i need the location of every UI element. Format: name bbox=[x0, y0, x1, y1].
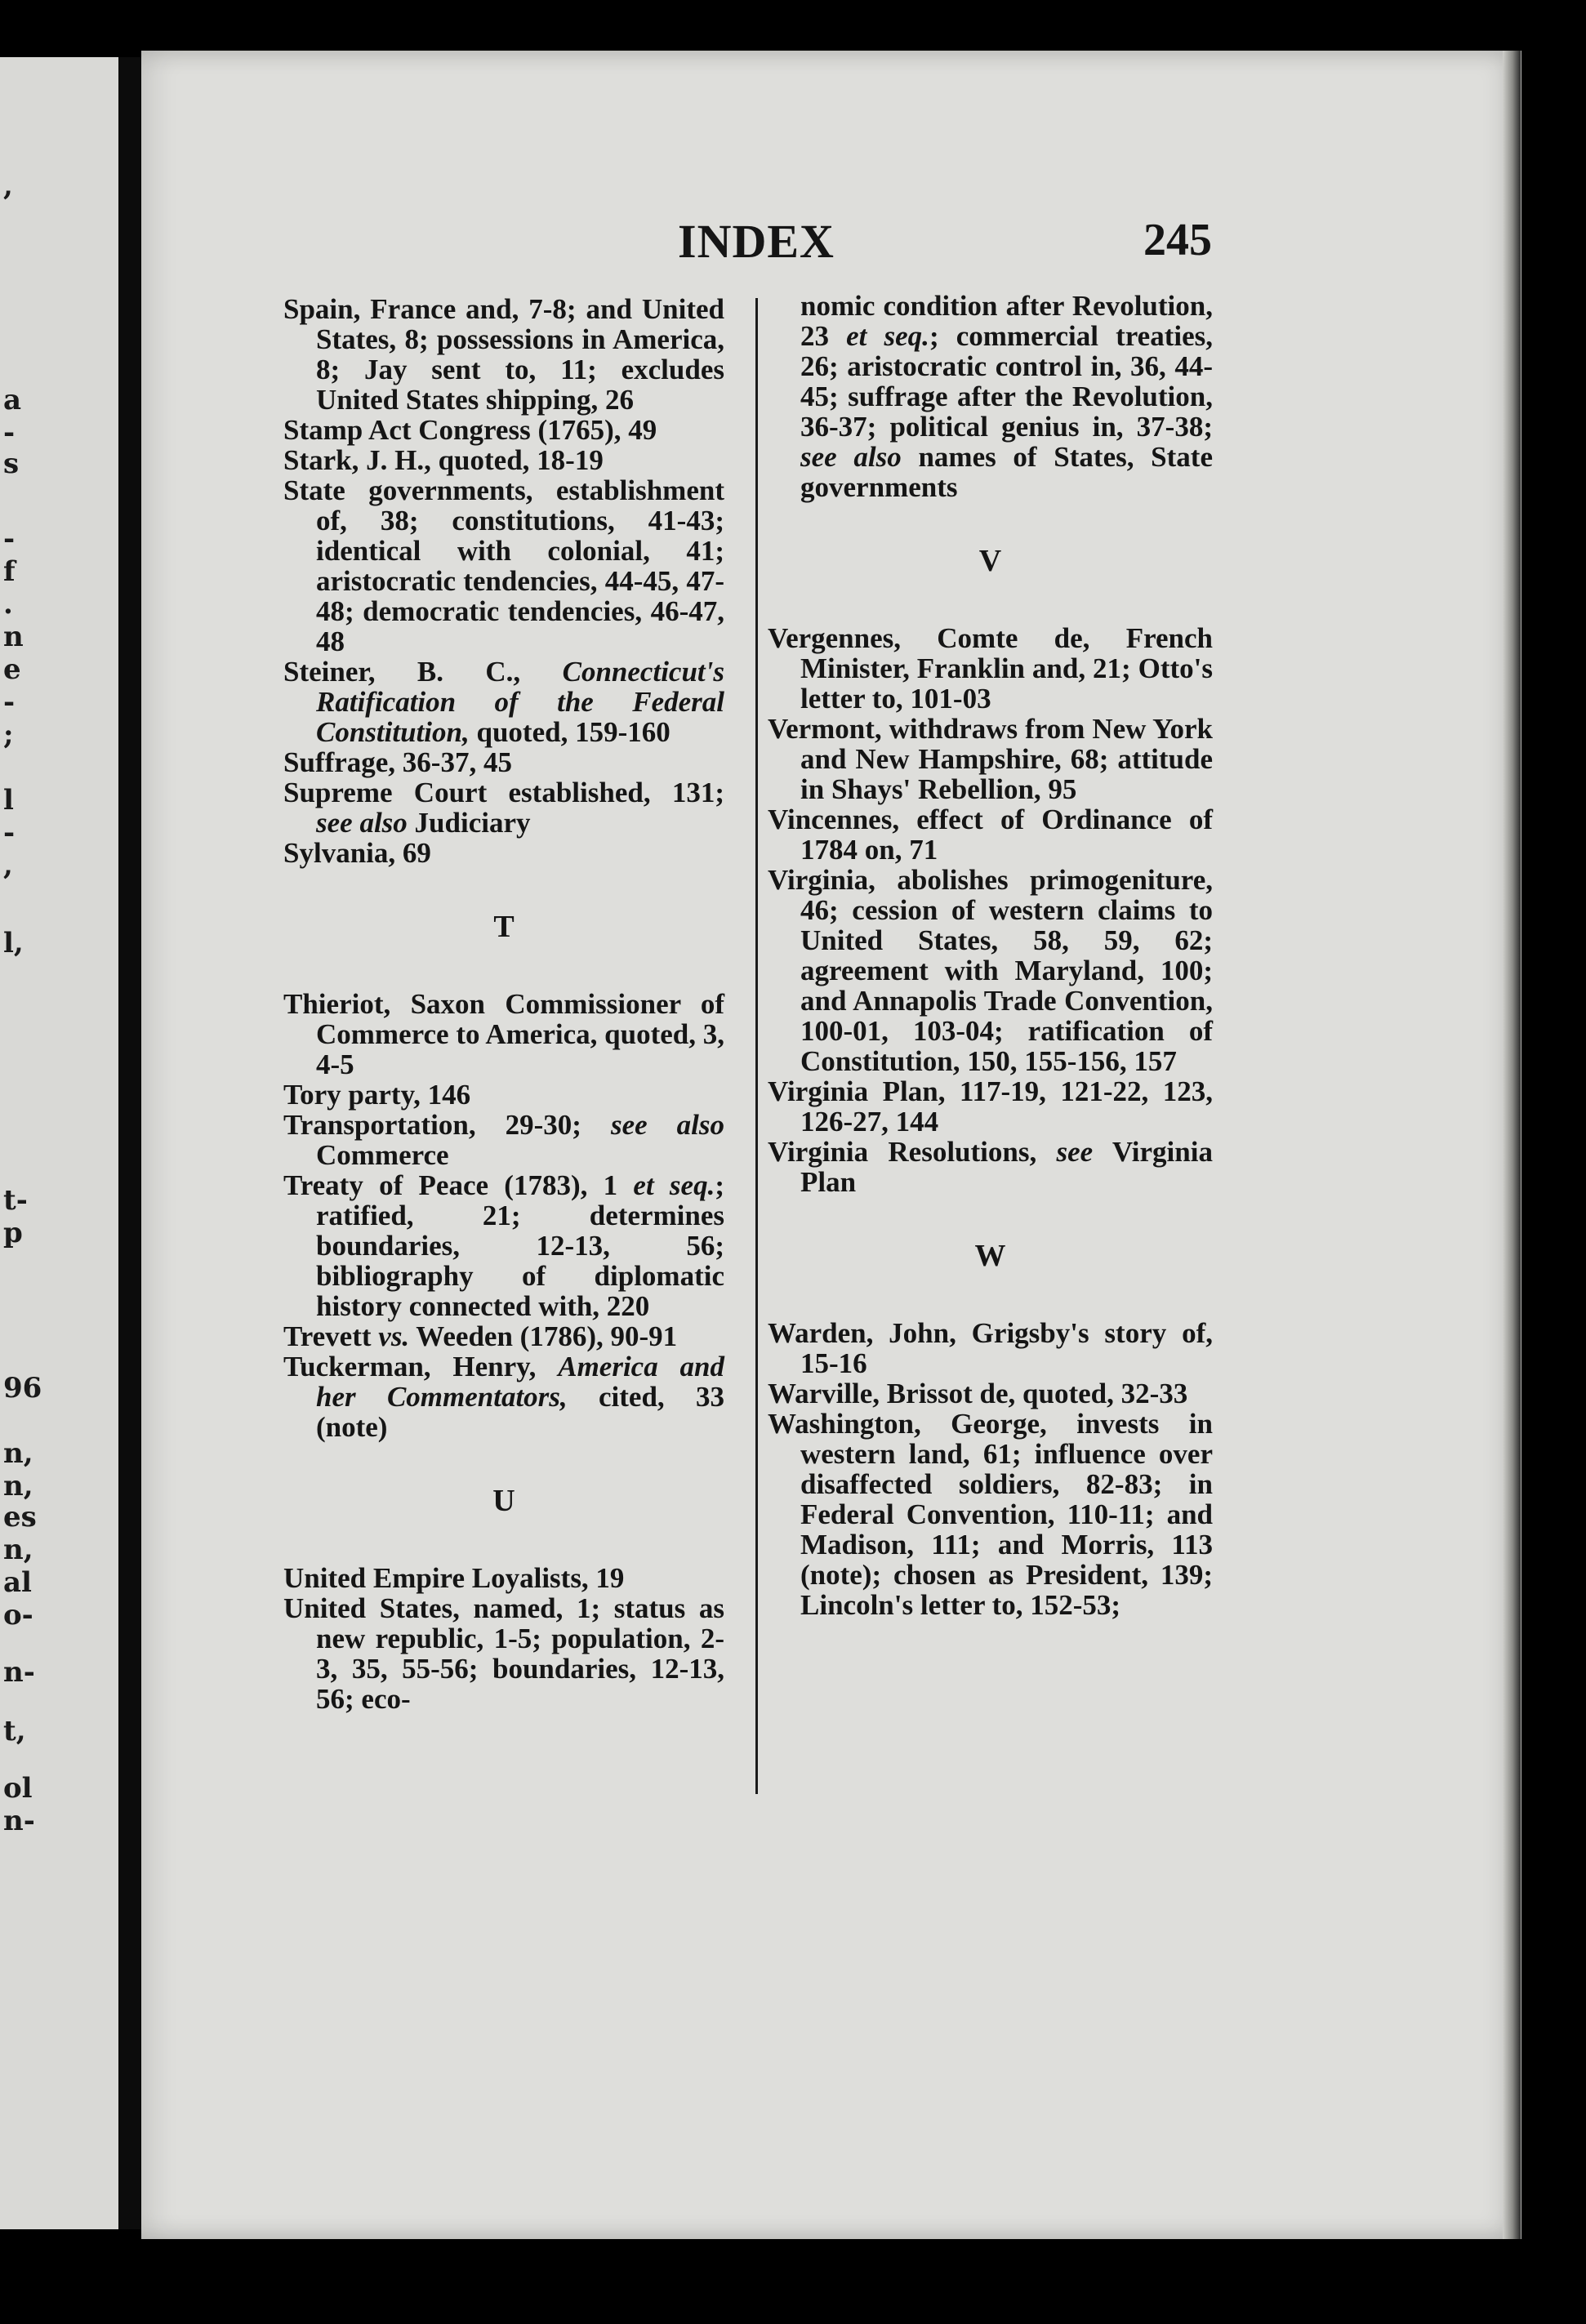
index-entry: Tory party, 146 bbox=[283, 1079, 471, 1111]
index-entry: State governments, establishment of, 38; constitutions, 41-43; identical with colonial, 41; aristocratic tendencies, 44-45, 47-48; democratic tendencies, 46-47, 48 bbox=[283, 474, 724, 657]
margin-fragment: n bbox=[3, 621, 24, 653]
margin-fragment: a bbox=[3, 384, 22, 416]
section-letter: U bbox=[492, 1484, 515, 1518]
index-entry: Treaty of Peace (1783), 1 et seq.; ratified, 21; determines boundaries, 12-13, 56; bibliography of diplomatic history connected with, 220 bbox=[283, 1169, 724, 1322]
index-entry-continued: nomic condition after Revolution, 23 et seq.; commercial treaties, 26; aristocratic control in, 36, 44-45; suffrage after the Revolution, 36-37; political genius in, 37-38; see also names of States, State governments bbox=[800, 290, 1213, 503]
index-entry: Tuckerman, Henry, America and her Commentators, cited, 33 (note) bbox=[283, 1351, 724, 1443]
index-entry: Warden, John, Grigsby's story of, 15-16 bbox=[768, 1317, 1213, 1379]
index-entry: Suffrage, 36-37, 45 bbox=[283, 746, 512, 778]
index-entry: Stamp Act Congress (1765), 49 bbox=[283, 414, 657, 446]
index-entry: Sylvania, 69 bbox=[283, 837, 431, 869]
margin-fragment: n, bbox=[3, 1437, 33, 1470]
margin-fragment: es bbox=[3, 1501, 37, 1534]
margin-fragment: n- bbox=[3, 1656, 35, 1689]
index-entry: Vermont, withdraws from New York and New Hampshire, 68; attitude in Shays' Rebellion, 95 bbox=[768, 713, 1213, 805]
margin-fragment: t- bbox=[3, 1184, 28, 1217]
index-entry: Spain, France and, 7-8; and United States, 8; possessions in America, 8; Jay sent to, 11; excludes United States shipping, 26 bbox=[283, 293, 724, 416]
page-number: 245 bbox=[1143, 215, 1212, 265]
section-letter: V bbox=[978, 544, 1002, 578]
margin-fragment: - bbox=[3, 686, 16, 719]
margin-fragment: . bbox=[3, 588, 13, 621]
margin-fragment: p bbox=[3, 1217, 23, 1249]
margin-fragment: - bbox=[3, 523, 16, 555]
column-divider bbox=[755, 298, 758, 1794]
margin-fragment: t, bbox=[3, 1715, 26, 1747]
margin-fragment: f bbox=[3, 555, 16, 588]
margin-fragment: ; bbox=[3, 719, 14, 751]
margin-fragment: l, bbox=[3, 927, 24, 959]
running-head: INDEX bbox=[678, 215, 835, 268]
margin-fragment: - bbox=[3, 416, 16, 449]
margin-fragment: n- bbox=[3, 1805, 35, 1837]
index-entry: Stark, J. H., quoted, 18-19 bbox=[283, 444, 604, 476]
index-entry: Virginia, abolishes primogeniture, 46; cession of western claims to United States, 58, 59, 62; agreement with Maryland, 100; and Annapolis Trade Convention, 100-01, 103-04; ratification of Constitution, 150, 155-156, 157 bbox=[768, 864, 1213, 1077]
section-letter: W bbox=[974, 1239, 1006, 1273]
margin-fragment: , bbox=[3, 849, 13, 882]
margin-fragment: , bbox=[3, 170, 13, 203]
margin-fragment: n, bbox=[3, 1534, 33, 1566]
margin-fragment: al bbox=[3, 1566, 32, 1599]
index-entry: Trevett vs. Weeden (1786), 90-91 bbox=[283, 1320, 678, 1352]
margin-fragment: e bbox=[3, 653, 21, 686]
margin-fragment: l bbox=[3, 784, 14, 817]
margin-fragment: - bbox=[3, 817, 16, 849]
margin-fragment: n, bbox=[3, 1470, 33, 1503]
section-letter: T bbox=[493, 910, 515, 944]
book-gutter bbox=[118, 57, 141, 2229]
index-entry: Virginia Plan, 117-19, 121-22, 123, 126-27, 144 bbox=[768, 1075, 1213, 1138]
index-entry: United Empire Loyalists, 19 bbox=[283, 1562, 625, 1594]
index-entry: Virginia Resolutions, see Virginia Plan bbox=[768, 1136, 1213, 1198]
index-entry: Supreme Court established, 131; see also Judiciary bbox=[283, 777, 724, 839]
index-entry: Thieriot, Saxon Commissioner of Commerce to America, quoted, 3, 4-5 bbox=[283, 988, 724, 1080]
index-entry: Transportation, 29-30; see also Commerce bbox=[283, 1109, 724, 1171]
margin-fragment: o- bbox=[3, 1599, 33, 1632]
index-entry: Steiner, B. C., Connecticut's Ratification of the Federal Constitution, quoted, 159-160 bbox=[283, 656, 724, 748]
index-entry: Vincennes, effect of Ordinance of 1784 on, 71 bbox=[768, 804, 1213, 866]
index-entry: Washington, George, invests in western land, 61; influence over disaffected soldiers, 82-83; in Federal Convention, 110-11; and Madison, 111; and Morris, 113 (note); chosen as President, 139; Lincoln's letter to, 152-53; bbox=[768, 1408, 1213, 1621]
margin-fragment: 96 bbox=[3, 1372, 42, 1405]
index-column-right bbox=[768, 291, 1213, 1620]
index-entry: Vergennes, Comte de, French Minister, Franklin and, 21; Otto's letter to, 101-03 bbox=[768, 622, 1213, 715]
index-entry: United States, named, 1; status as new republic, 1-5; population, 2-3, 35, 55-56; boundaries, 12-13, 56; eco- bbox=[283, 1592, 724, 1715]
page-edge-shadow bbox=[1503, 51, 1521, 2239]
index-column-left bbox=[283, 294, 724, 1714]
facing-page-edge bbox=[0, 57, 118, 2229]
margin-fragment: s bbox=[3, 447, 20, 480]
margin-fragment: ol bbox=[3, 1772, 33, 1805]
index-entry: Warville, Brissot de, quoted, 32-33 bbox=[768, 1378, 1188, 1409]
